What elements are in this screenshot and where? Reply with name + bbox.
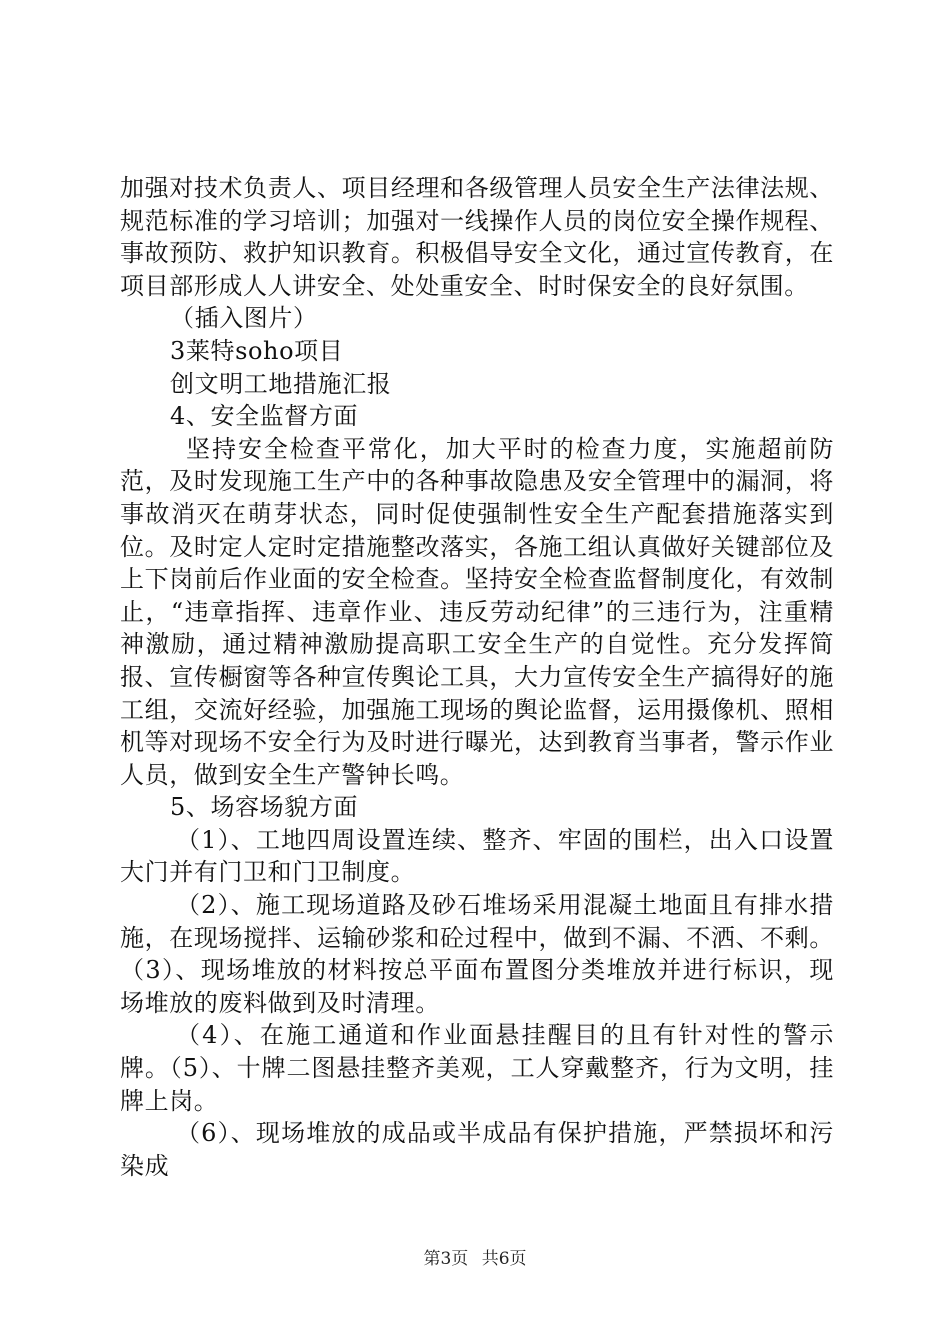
paragraph-project-name: 3莱特soho项目 <box>170 336 344 365</box>
paragraph-item-4-5: （4）、在施工通道和作业面悬挂醒目的且有针对性的警示牌。（5）、十牌二图悬挂整齐美观，工人穿戴整齐，行为文明，挂牌上岗。 <box>120 1021 834 1115</box>
paragraph-report-title: 创文明工地措施汇报 <box>170 369 392 398</box>
heading-site-appearance: 5、场容场貌方面 <box>170 793 359 822</box>
paragraph-safety-inspection: 坚持安全检查平常化，加大平时的检查力度，实施超前防范，及时发现施工生产中的各种事故隐患及安全管理中的漏洞，将事故消灭在萌芽状态，同时促使强制性安全生产配套措施落实到位。及时定人定时定措施整改落实，各施工组认真做好关键部位及上下岗前后作业面的安全检查。坚持安全检查监督制度化，有效制止，“违章指挥、违章作业、违反劳动纪律”的三违行为，注重精神激励，通过精神激励提高职工安全生产的自觉性。充分发挥简报、宣传橱窗等各种宣传舆论工具，大力宣传安全生产搞得好的施工组，交流好经验，加强施工现场的舆论监督，运用摄像机、照相机等对现场不安全行为及时进行曝光，达到教育当事者，警示作业人员，做到安全生产警钟长鸣。 <box>120 434 834 789</box>
paragraph-item-6: （6）、现场堆放的成品或半成品有保护措施，严禁损坏和污染成 <box>120 1119 834 1180</box>
document-body <box>120 172 834 1182</box>
paragraph-insert-image: （插入图片） <box>170 304 318 333</box>
page-total: 共6页 <box>481 1249 527 1269</box>
page-footer <box>0 1244 950 1269</box>
heading-safety-supervision: 4、安全监督方面 <box>170 402 359 431</box>
paragraph-item-2-3: （2）、施工现场道路及砂石堆场采用混凝土地面且有排水措施，在现场搅拌、运输砂浆和砼过程中，做到不漏、不洒、不剩。（3）、现场堆放的材料按总平面布置图分类堆放并进行标识，现场堆放的废料做到及时清理。 <box>120 891 834 1017</box>
page-number: 第3页 <box>423 1249 469 1269</box>
paragraph-item-1: （1）、工地四周设置连续、整齐、牢固的围栏，出入口设置大门并有门卫和门卫制度。 <box>120 825 834 887</box>
paragraph-training: 加强对技术负责人、项目经理和各级管理人员安全生产法律法规、规范标准的学习培训；加强对一线操作人员的岗位安全操作规程、事故预防、救护知识教育。积极倡导安全文化，通过宣传教育，在项目部形成人人讲安全、处处重安全、时时保安全的良好氛围。 <box>120 174 834 300</box>
